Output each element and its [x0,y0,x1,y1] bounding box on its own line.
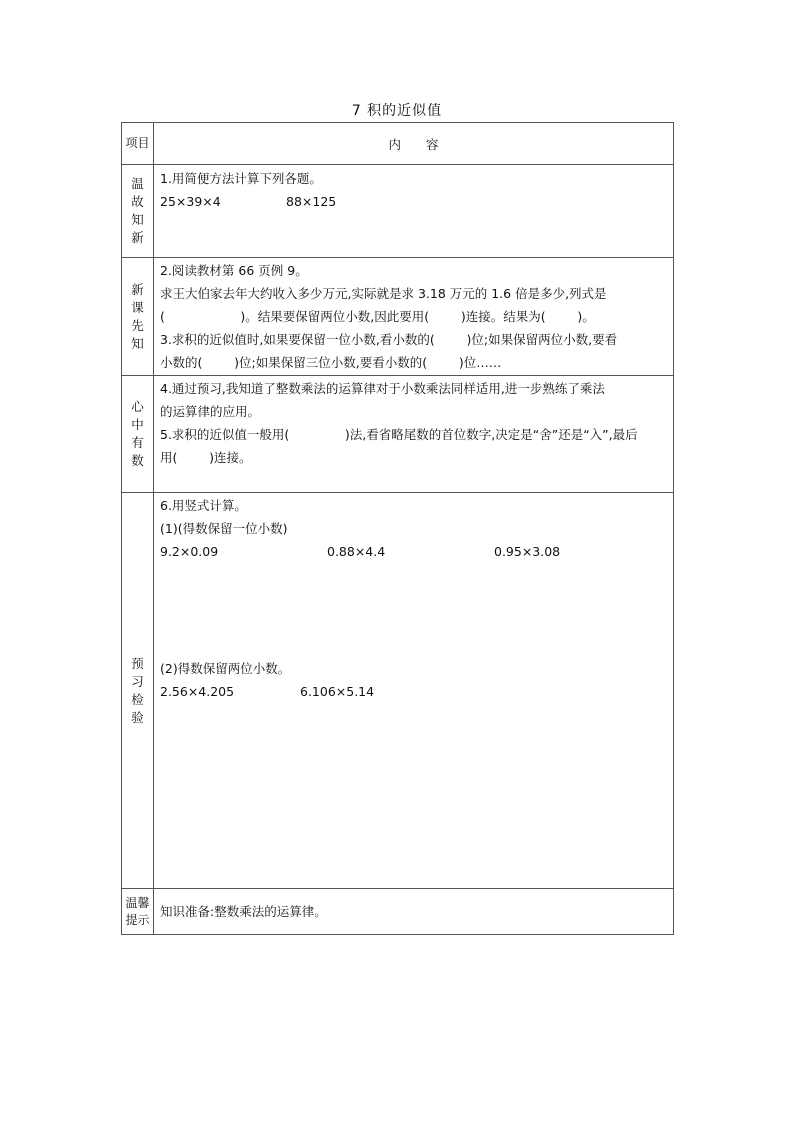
check-part2-problems [160,680,667,703]
check-row [122,493,674,889]
preview-line-4: 3.求积的近似值时,如果要保留一位小数,看小数的( )位;如果保留两位小数,要看 [160,332,618,347]
mind-line-2: 的运算律的应用。 [160,404,261,419]
check-label: 预习检验 [131,655,144,725]
tips-content-cell [154,889,674,935]
tips-row [122,889,674,935]
review-problems [160,190,667,213]
check-part1-problem-1: 9.2×0.09 [160,544,219,559]
mind-label-cell [122,376,154,493]
mind-line-4: 用( )连接。 [160,450,252,465]
check-part2-title: (2)得数保留两位小数。 [160,661,291,676]
mind-content-cell [154,376,674,493]
header-row [122,123,674,165]
preview-label-cell [122,258,154,376]
preview-line-3: ( )。结果要保留两位小数,因此要用( )连接。结果为( )。 [160,309,595,324]
mind-label: 心中有数 [131,399,144,468]
header-label-cell [122,123,154,165]
check-part1-problem-3: 0.95×3.08 [494,544,561,559]
check-part1-workspace [160,563,667,657]
header-label: 项目 [125,136,150,150]
mind-line-3: 5.求积的近似值一般用( )法,看省略尾数的首位数字,决定是“舍”还是“入”,最后 [160,427,638,442]
worksheet-table [121,122,674,935]
preview-line-1: 2.阅读教材第 66 页例 9。 [160,263,308,278]
review-line-1: 1.用简便方法计算下列各题。 [160,171,322,186]
preview-label: 新课先知 [131,281,144,351]
check-content-cell [154,493,674,889]
check-part2-problem-1: 2.56×4.205 [160,684,235,699]
tips-text: 知识准备:整数乘法的运算律。 [160,904,327,919]
preview-content-cell [154,258,674,376]
preview-line-2: 求王大伯家去年大约收入多少万元,实际就是求 3.18 万元的 1.6 倍是多少,列式是 [160,286,607,301]
review-problem-1: 25×39×4 [160,194,221,209]
preview-line-5: 小数的( )位;如果保留三位小数,要看小数的( )位…… [160,355,502,370]
review-problem-2: 88×125 [286,194,337,209]
review-label: 温故知新 [131,176,144,245]
check-label-cell [122,493,154,889]
review-label-cell [122,165,154,258]
review-row [122,165,674,258]
tips-label: 温馨提示 [125,895,150,927]
tips-label-cell [122,889,154,935]
check-part1-problems [160,540,667,563]
check-intro: 6.用竖式计算。 [160,498,247,513]
header-content-cell [154,123,674,165]
check-part1-title: (1)(得数保留一位小数) [160,521,288,536]
check-part1-problem-2: 0.88×4.4 [327,544,386,559]
mind-row [122,376,674,493]
header-content: 内 容 [388,136,439,152]
check-part2-problem-2: 6.106×5.14 [300,684,375,699]
mind-line-1: 4.通过预习,我知道了整数乘法的运算律对于小数乘法同样适用,进一步熟练了乘法 [160,381,605,396]
page-title: 7 积的近似值 [351,103,443,119]
review-content-cell [154,165,674,258]
preview-row [122,258,674,376]
